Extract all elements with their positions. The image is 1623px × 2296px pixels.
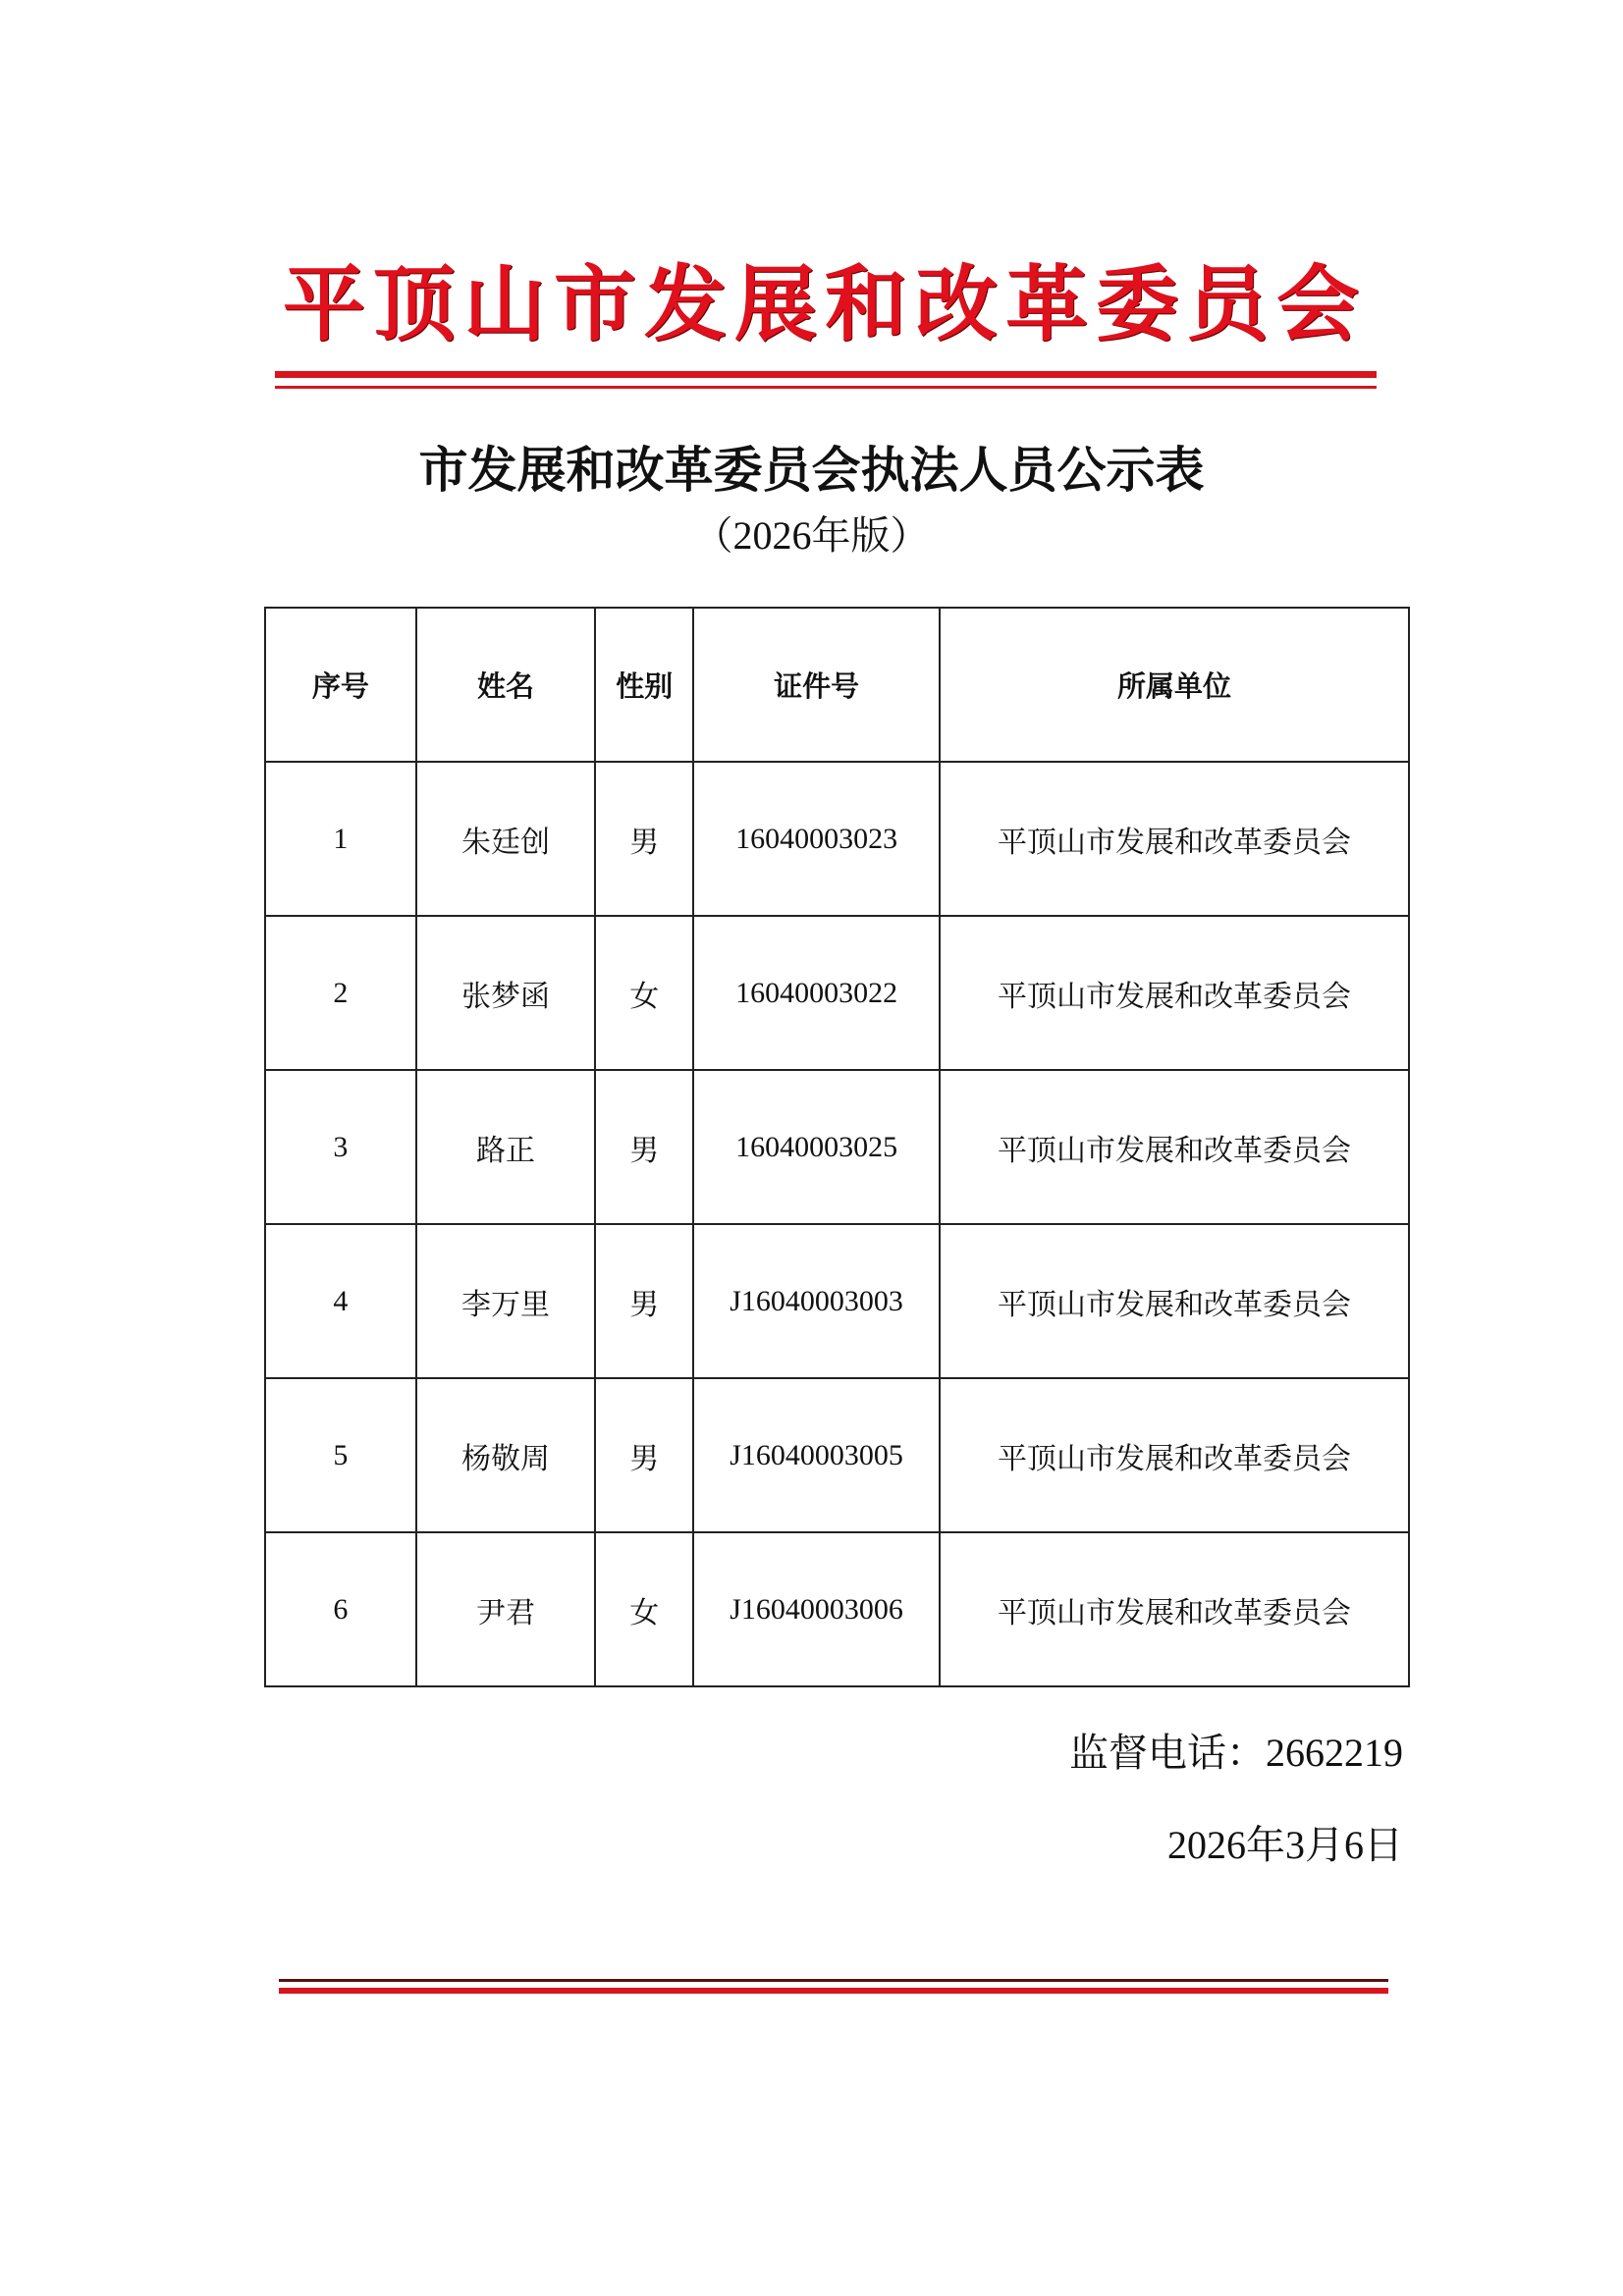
column-header-id: 证件号 bbox=[693, 608, 940, 762]
column-header-name: 姓名 bbox=[416, 608, 596, 762]
cell-unit: 平顶山市发展和改革委员会 bbox=[940, 762, 1409, 916]
cell-no: 2 bbox=[265, 916, 416, 1070]
document-date: 2026年3月6日 bbox=[1167, 1823, 1403, 1867]
cell-name: 路正 bbox=[416, 1070, 596, 1224]
cell-id: J16040003003 bbox=[693, 1224, 940, 1378]
header-thin-rule bbox=[275, 386, 1377, 389]
column-header-gender: 性别 bbox=[595, 608, 693, 762]
supervision-phone: 监督电话：2662219 bbox=[1069, 1731, 1403, 1775]
cell-unit: 平顶山市发展和改革委员会 bbox=[940, 916, 1409, 1070]
cell-id: 16040003022 bbox=[693, 916, 940, 1070]
cell-no: 3 bbox=[265, 1070, 416, 1224]
cell-gender: 男 bbox=[595, 1070, 693, 1224]
cell-id: J16040003005 bbox=[693, 1378, 940, 1532]
cell-id: J16040003006 bbox=[693, 1532, 940, 1686]
personnel-table bbox=[264, 607, 1410, 1687]
table-header-row bbox=[265, 608, 1409, 762]
cell-no: 4 bbox=[265, 1224, 416, 1378]
footer-thick-rule bbox=[279, 1988, 1388, 1994]
cell-gender: 女 bbox=[595, 1532, 693, 1686]
table-row bbox=[265, 1532, 1409, 1686]
cell-unit: 平顶山市发展和改革委员会 bbox=[940, 1532, 1409, 1686]
cell-unit: 平顶山市发展和改革委员会 bbox=[940, 1224, 1409, 1378]
column-header-no: 序号 bbox=[265, 608, 416, 762]
cell-name: 朱廷创 bbox=[416, 762, 596, 916]
cell-name: 尹君 bbox=[416, 1532, 596, 1686]
cell-gender: 男 bbox=[595, 762, 693, 916]
document-title: 市发展和改革委员会执法人员公示表 bbox=[418, 443, 1205, 498]
cell-no: 6 bbox=[265, 1532, 416, 1686]
table-row bbox=[265, 1224, 1409, 1378]
cell-id: 16040003023 bbox=[693, 762, 940, 916]
cell-id: 16040003025 bbox=[693, 1070, 940, 1224]
cell-name: 张梦函 bbox=[416, 916, 596, 1070]
column-header-unit: 所属单位 bbox=[940, 608, 1409, 762]
header-thick-rule bbox=[275, 371, 1377, 378]
cell-no: 1 bbox=[265, 762, 416, 916]
table-row bbox=[265, 762, 1409, 916]
table-row bbox=[265, 1070, 1409, 1224]
table-row bbox=[265, 1378, 1409, 1532]
cell-unit: 平顶山市发展和改革委员会 bbox=[940, 1378, 1409, 1532]
cell-gender: 男 bbox=[595, 1378, 693, 1532]
document-subtitle: （2026年版） bbox=[693, 513, 930, 558]
cell-gender: 女 bbox=[595, 916, 693, 1070]
cell-name: 李万里 bbox=[416, 1224, 596, 1378]
table-row bbox=[265, 916, 1409, 1070]
cell-name: 杨敬周 bbox=[416, 1378, 596, 1532]
footer-thin-rule bbox=[279, 1979, 1388, 1982]
cell-unit: 平顶山市发展和改革委员会 bbox=[940, 1070, 1409, 1224]
org-header: 平顶山市发展和改革委员会 bbox=[282, 255, 1367, 352]
cell-no: 5 bbox=[265, 1378, 416, 1532]
cell-gender: 男 bbox=[595, 1224, 693, 1378]
